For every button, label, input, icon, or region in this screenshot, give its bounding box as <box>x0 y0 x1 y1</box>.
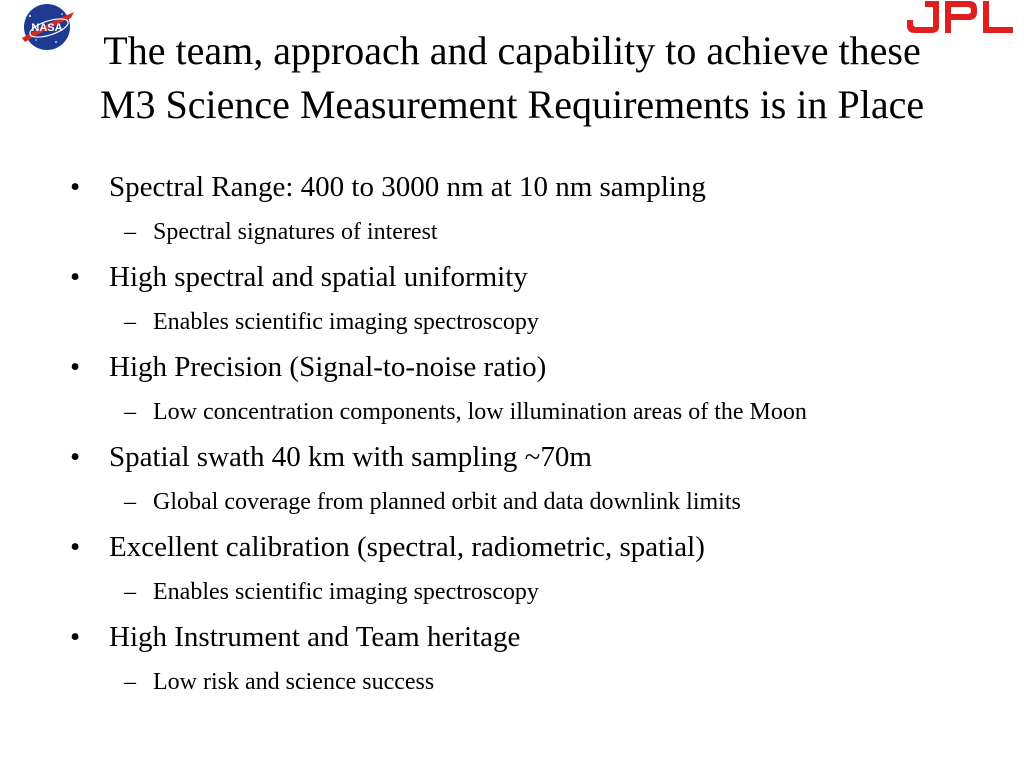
bullet-text: High Instrument and Team heritage <box>109 621 521 653</box>
sub-bullet-text: Enables scientific imaging spectroscopy <box>153 579 539 605</box>
bullet-item <box>0 436 1024 526</box>
sub-bullet-dash-icon: – <box>124 669 136 695</box>
bullet-text: Spectral Range: 400 to 3000 nm at 10 nm sampling <box>109 171 706 203</box>
sub-bullet-dash-icon: – <box>124 219 136 245</box>
jpl-logo-text: JPL <box>903 0 905 1</box>
bullet-item <box>0 526 1024 616</box>
bullet-text: High Precision (Signal-to-noise ratio) <box>109 351 547 383</box>
bullet-text: Excellent calibration (spectral, radiometric, spatial) <box>109 531 705 563</box>
sub-bullet-text: Low concentration components, low illumination areas of the Moon <box>153 399 807 425</box>
bullet-dot-icon: • <box>70 531 81 563</box>
sub-bullet-dash-icon: – <box>124 309 136 335</box>
bullet-list <box>0 166 1024 706</box>
bullet-dot-icon: • <box>70 621 81 653</box>
bullet-item <box>0 166 1024 256</box>
slide-title-line-2: M3 Science Measurement Requirements is in Place <box>99 82 925 127</box>
bullet-item <box>0 256 1024 346</box>
bullet-dot-icon: • <box>70 261 81 293</box>
bullet-dot-icon: • <box>70 441 81 473</box>
bullet-dot-icon: • <box>70 351 81 383</box>
sub-bullet-text: Spectral signatures of interest <box>153 219 438 245</box>
slide-title-line-1: The team, approach and capability to achieve these <box>103 28 921 73</box>
bullet-text: High spectral and spatial uniformity <box>109 261 528 293</box>
sub-bullet-text: Enables scientific imaging spectroscopy <box>153 309 539 335</box>
sub-bullet-dash-icon: – <box>124 579 136 605</box>
bullet-item <box>0 616 1024 706</box>
sub-bullet-text: Low risk and science success <box>153 669 435 695</box>
slide-title <box>0 24 1024 132</box>
nasa-logo-text: NASA <box>31 22 63 34</box>
sub-bullet-text: Global coverage from planned orbit and data downlink limits <box>153 489 741 515</box>
bullet-item <box>0 346 1024 436</box>
bullet-dot-icon: • <box>70 171 81 203</box>
sub-bullet-dash-icon: – <box>124 399 136 425</box>
sub-bullet-dash-icon: – <box>124 489 136 515</box>
bullet-text: Spatial swath 40 km with sampling ~70m <box>109 441 592 473</box>
